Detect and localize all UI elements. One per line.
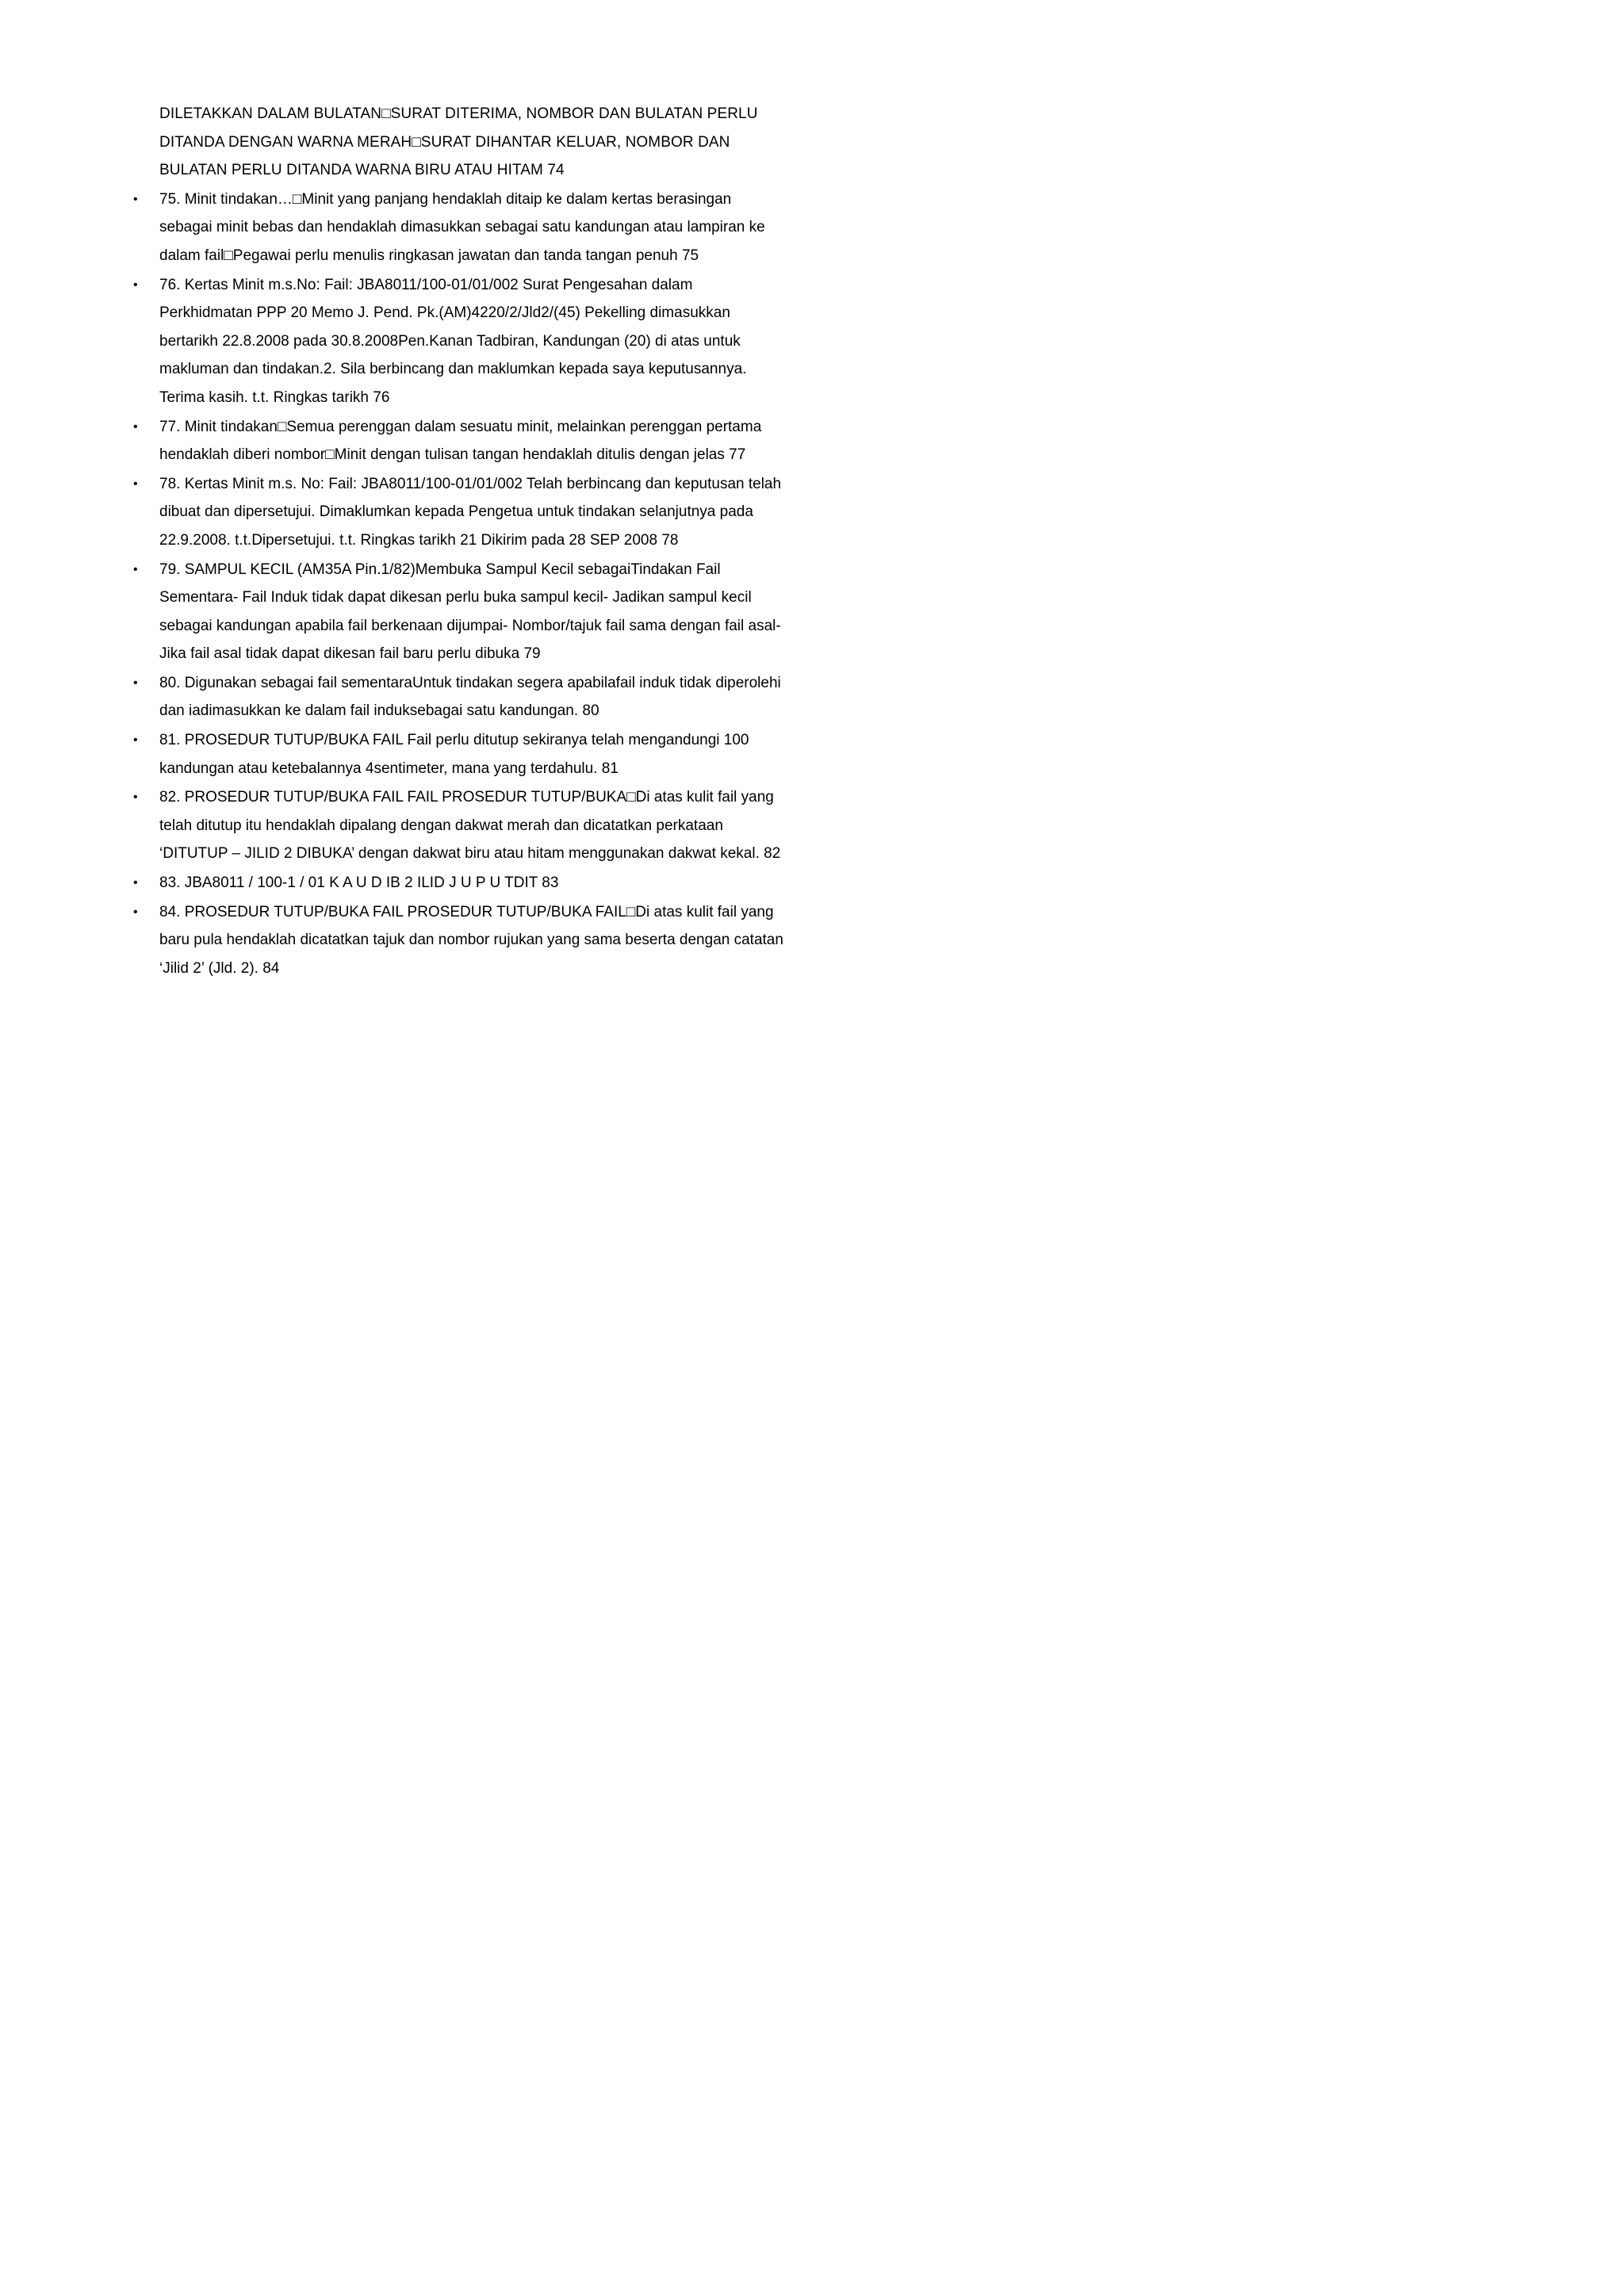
list-item xyxy=(133,556,786,668)
bullet-icon: • xyxy=(133,277,138,292)
bullet-icon: • xyxy=(133,675,138,690)
list-item-text: 75. Minit tindakan…□Minit yang panjang hendaklah ditaip ke dalam kertas berasingan sebagai minit bebas dan hendaklah dimasukkan sebagai satu kandungan atau lampiran ke dalam fail□Pegawai perlu menulis ringkasan jawatan dan tanda tangan penuh 75 xyxy=(159,190,765,264)
bullet-icon: • xyxy=(133,419,138,434)
list-item-text: 84. PROSEDUR TUTUP/BUKA FAIL PROSEDUR TUTUP/BUKA FAIL□Di atas kulit fail yang baru pula hendaklah dicatatkan tajuk dan nombor rujukan yang sama beserta dengan catatan ‘Jilid 2’ (Jld. 2). 84 xyxy=(159,903,783,977)
bullet-list xyxy=(133,186,786,983)
bullet-icon: • xyxy=(133,192,138,206)
list-item-text: 79. SAMPUL KECIL (AM35A Pin.1/82)Membuka Sampul Kecil sebagaiTindakan Fail Sementara- Fail Induk tidak dapat dikesan perlu buka sampul kecil- Jadikan sampul kecil sebagai kandungan apabila fail berkenaan dijumpai- Nombor/tajuk fail sama dengan fail asal- Jika fail asal tidak dapat dikesan fail baru perlu dibuka 79 xyxy=(159,561,781,663)
bullet-icon: • xyxy=(133,733,138,748)
list-item-text: 81. PROSEDUR TUTUP/BUKA FAIL Fail perlu ditutup sekiranya telah mengandungi 100 kandungan atau ketebalannya 4sentimeter, mana yang terdahulu. 81 xyxy=(159,732,749,777)
list-item xyxy=(133,726,786,783)
list-item-text: 77. Minit tindakan□Semua perenggan dalam sesuatu minit, melainkan perenggan pertama hendaklah diberi nombor□Minit dengan tulisan tangan hendaklah ditulis dengan jelas 77 xyxy=(159,418,762,464)
list-item-text: 76. Kertas Minit m.s.No: Fail: JBA8011/100-01/01/002 Surat Pengesahan dalam Perkhidmatan PPP 20 Memo J. Pend. Pk.(AM)4220/2/Jld2/(45) Pekelling dimasukkan bertarikh 22.8.2008 pada 30.8.2008Pen.Kanan Tadbiran, Kandungan (20) di atas untuk makluman dan tindakan.2. Sila berbincang dan maklumkan kepada saya keputusannya. Terima kasih. t.t. Ringkas tarikh 76 xyxy=(159,276,747,406)
list-item-text: 78. Kertas Minit m.s. No: Fail: JBA8011/100-01/01/002 Telah berbincang dan keputusan telah dibuat dan dipersetujui. Dimaklumkan kepada Pengetua untuk tindakan selanjutnya pada 22.9.2008. t.t.Dipersetujui. t.t. Ringkas tarikh 21 Dikirim pada 28 SEP 2008 78 xyxy=(159,475,782,549)
bullet-icon: • xyxy=(133,790,138,805)
document-body xyxy=(133,100,786,983)
document-page xyxy=(0,0,872,1234)
bullet-icon: • xyxy=(133,905,138,919)
list-item-text: 80. Digunakan sebagai fail sementaraUntuk tindakan segera apabilafail induk tidak diperolehi dan iadimasukkan ke dalam fail induksebagai satu kandungan. 80 xyxy=(159,674,781,720)
lead-paragraph: DILETAKKAN DALAM BULATAN□SURAT DITERIMA, NOMBOR DAN BULATAN PERLU DITANDA DENGAN WARNA MERAH□SURAT DIHANTAR KELUAR, NOMBOR DAN BULATAN PERLU DITANDA WARNA BIRU ATAU HITAM 74 xyxy=(159,105,758,179)
list-item xyxy=(133,413,786,469)
list-item-text: 83. JBA8011 / 100-1 / 01 K A U D IB 2 ILID J U P U TDIT 83 xyxy=(159,874,559,892)
list-item xyxy=(133,783,786,868)
bullet-icon: • xyxy=(133,562,138,576)
list-item xyxy=(133,898,786,983)
list-item xyxy=(133,669,786,725)
list-item xyxy=(133,470,786,555)
list-item-text: 82. PROSEDUR TUTUP/BUKA FAIL FAIL PROSEDUR TUTUP/BUKA□Di atas kulit fail yang telah ditutup itu hendaklah dipalang dengan dakwat merah dan dicatatkan perkataan ‘DITUTUP – JILID 2 DIBUKA’ dengan dakwat biru atau hitam menggunakan dakwat kekal. 82 xyxy=(159,789,781,863)
list-item xyxy=(133,271,786,412)
bullet-icon: • xyxy=(133,476,138,491)
list-item xyxy=(133,869,786,897)
bullet-icon: • xyxy=(133,876,138,890)
list-item xyxy=(133,186,786,270)
